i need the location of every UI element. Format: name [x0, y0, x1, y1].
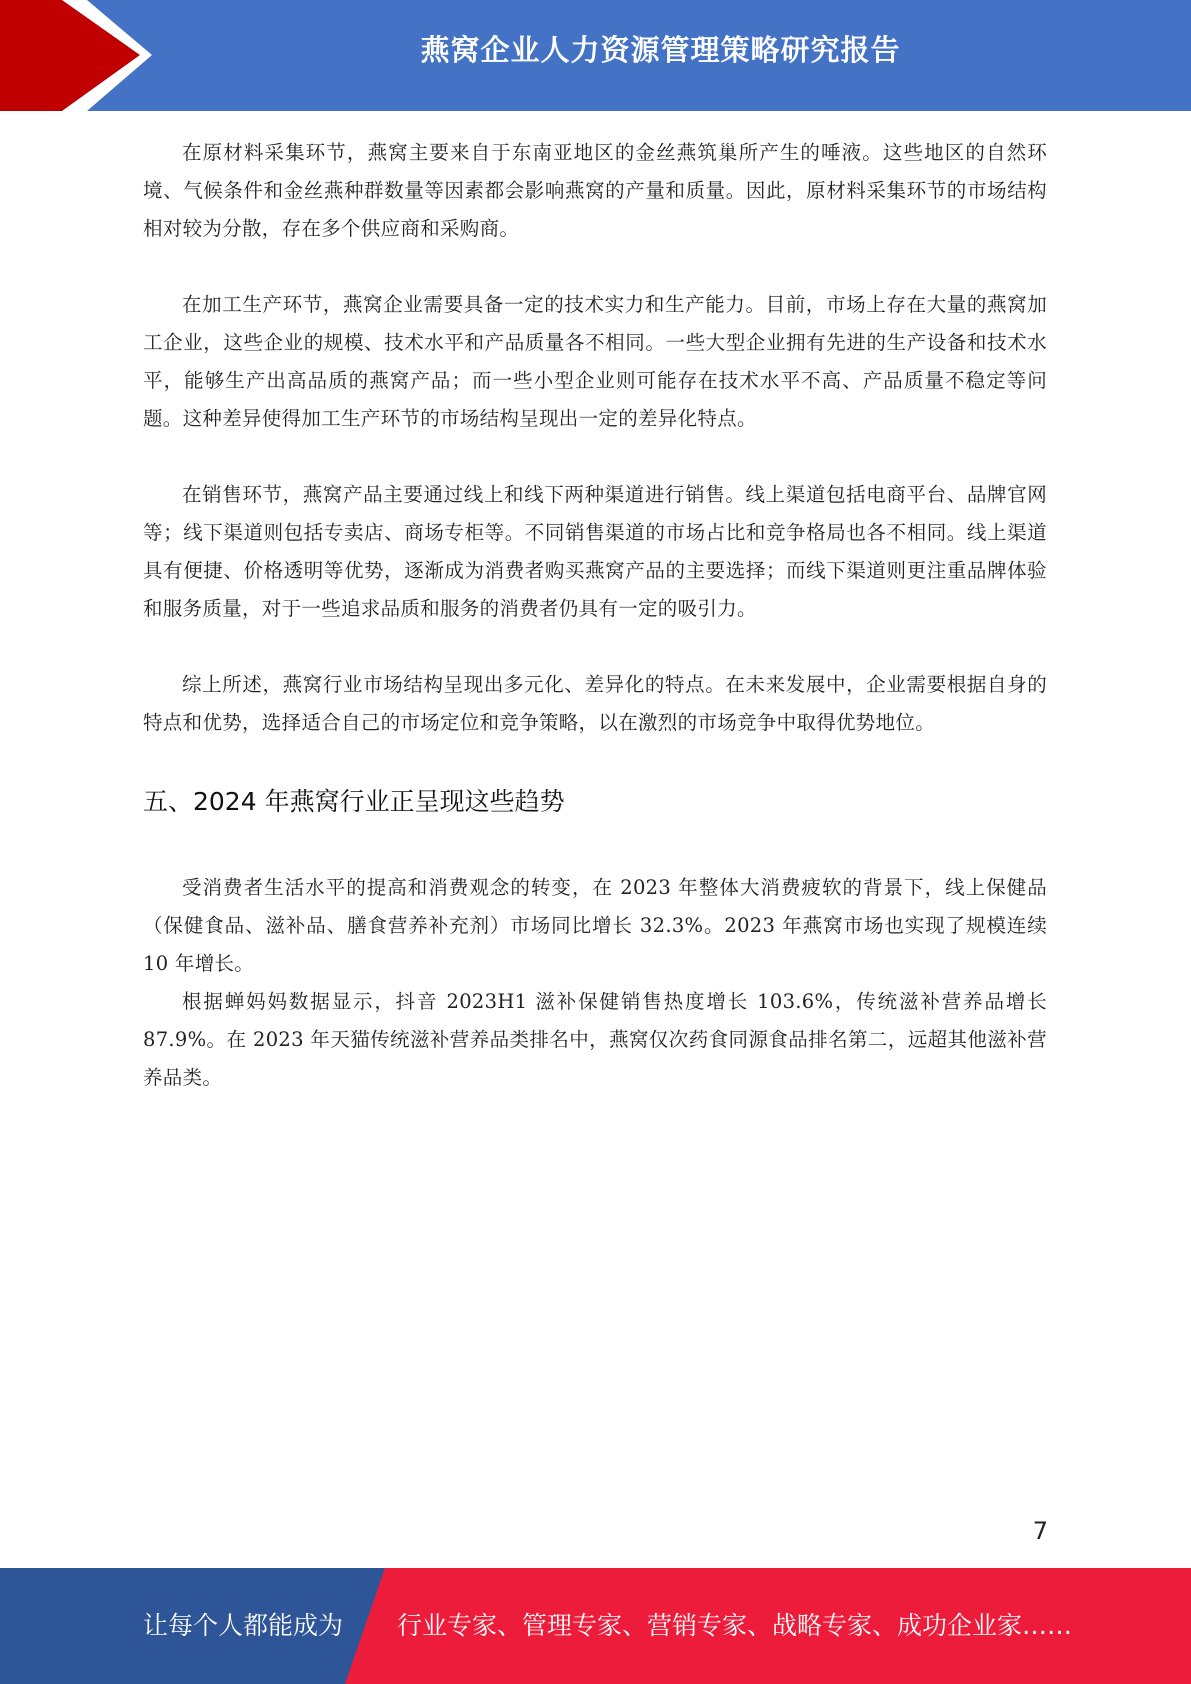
paragraph-processing: 在加工生产环节，燕窝企业需要具备一定的技术实力和生产能力。目前，市场上存在大量的燕窝加工企业，这些企业的规模、技术水平和产品质量各不相同。一些大型企业拥有先进的生产设备和技术水平，能够生产出高品质的燕窝产品；而一些小型企业则可能存在技术水平不高、产品质量不稳定等问题。这种差异使得加工生产环节的市场结构呈现出一定的差异化特点。 — [143, 293, 1047, 430]
paragraph-summary: 综上所述，燕窝行业市场结构呈现出多元化、差异化的特点。在未来发展中，企业需要根据自身的特点和优势，选择适合自己的市场定位和竞争策略，以在激烈的市场竞争中取得优势地位。 — [143, 673, 1047, 734]
paragraph-consumer-trend: 受消费者生活水平的提高和消费观念的转变，在 2023 年整体大消费疲软的背景下，线上保健品（保健食品、滋补品、膳食营养补充剂）市场同比增长 32.3%。2023 年燕窝市场也实现了规模连续 10 年增长。 — [143, 876, 1047, 975]
footer-slogan-left: 让每个人都能成为 — [143, 1611, 344, 1640]
footer-slogan-right: 行业专家、管理专家、营销专家、战略专家、成功企业家…… — [397, 1611, 1073, 1640]
paragraph-sales: 在销售环节，燕窝产品主要通过线上和线下两种渠道进行销售。线上渠道包括电商平台、品牌官网等；线下渠道则包括专卖店、商场专柜等。不同销售渠道的市场占比和竞争格局也各不相同。线上渠道具有便捷、价格透明等优势，逐渐成为消费者购买燕窝产品的主要选择；而线下渠道则更注重品牌体验和服务质量，对于一些追求品质和服务的消费者仍具有一定的吸引力。 — [143, 483, 1047, 620]
paragraph-raw-material: 在原材料采集环节，燕窝主要来自于东南亚地区的金丝燕筑巢所产生的唾液。这些地区的自然环境、气候条件和金丝燕种群数量等因素都会影响燕窝的产量和质量。因此，原材料采集环节的市场结构相对较为分散，存在多个供应商和采购商。 — [143, 141, 1047, 240]
page-footer — [0, 1568, 1191, 1684]
paragraph-data-stats: 根据蝉妈妈数据显示，抖音 2023H1 滋补保健销售热度增长 103.6%，传统滋补营养品增长 87.9%。在 2023 年天猫传统滋补营养品类排名中，燕窝仅次药食同源食品排名第二，远超其他滋补营养品类。 — [143, 990, 1047, 1089]
section-heading: 五、2024 年燕窝行业正呈现这些趋势 — [143, 787, 565, 816]
document-body — [143, 134, 1047, 1097]
report-title: 燕窝企业人力资源管理策略研究报告 — [420, 33, 901, 67]
page-header — [0, 0, 1191, 111]
page-number: 7 — [1032, 1517, 1048, 1545]
